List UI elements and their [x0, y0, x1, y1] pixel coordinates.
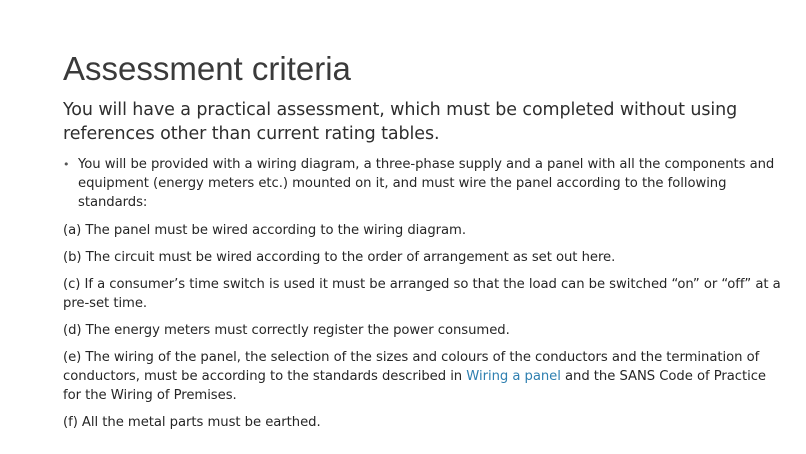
- slide-body: [63, 98, 783, 440]
- criterion-f: (f) All the metal parts must be earthed.: [63, 415, 321, 430]
- lead-paragraph: You will have a practical assessment, which must be completed without using references other than current rating tables.: [63, 100, 738, 144]
- slide-title: Assessment criteria: [63, 50, 351, 87]
- criterion-e-text-start: (e) The wiring of the panel, the selection of the sizes and colours of the conductors and the termination of conductors, must be according to the standards described in: [63, 350, 760, 384]
- criterion-e-text-end: and the SANS Code of Practice for the Wiring of Premises.: [63, 369, 766, 403]
- criterion-d: (d) The energy meters must correctly register the power consumed.: [63, 323, 510, 338]
- criterion-c: (c) If a consumer’s time switch is used it must be arranged so that the load can be switched “on” or “off” at a pre-set time.: [63, 277, 781, 311]
- criterion-a: (a) The panel must be wired according to the wiring diagram.: [63, 223, 466, 238]
- criterion-b: (b) The circuit must be wired according to the order of arrangement as set out here.: [63, 250, 616, 265]
- bullet-item: [63, 155, 783, 212]
- bullet-text: You will be provided with a wiring diagram, a three-phase supply and a panel with all the components and equipment (energy meters etc.) mounted on it, and must wire the panel according to the following standards:: [78, 157, 775, 210]
- criterion-e: [63, 348, 783, 405]
- bullet-icon: •: [63, 158, 70, 171]
- wiring-a-panel-link[interactable]: Wiring a panel: [466, 369, 561, 384]
